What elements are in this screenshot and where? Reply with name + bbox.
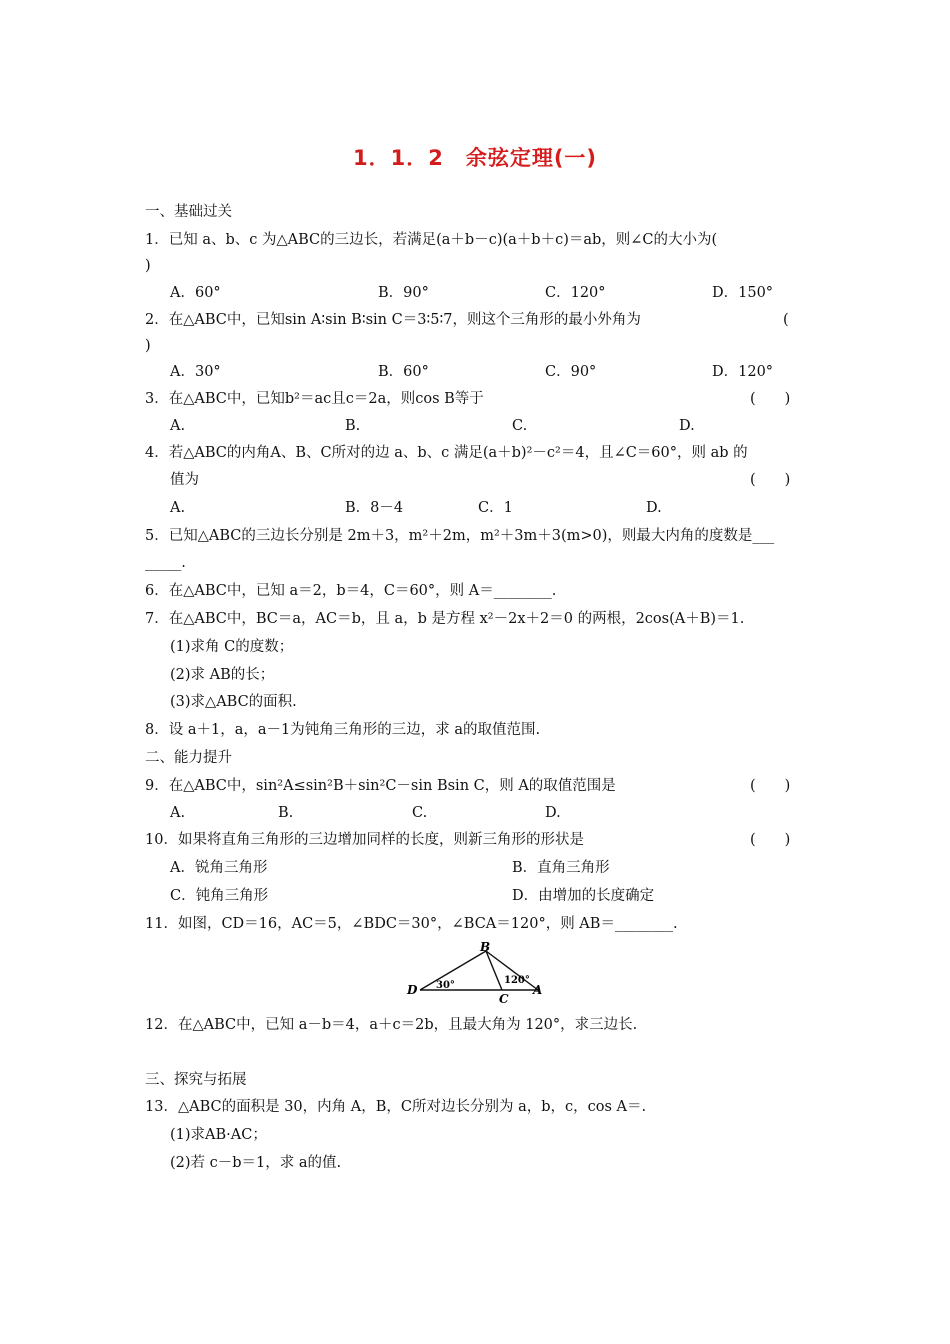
question-8: 8．设 a＋1，a，a－1为钝角三角形的三边，求 a的取值范围. [145,722,541,738]
triangle-figure [400,937,550,1007]
question-13-stem: 13．△ABC的面积是 30，内角 A，B，C所对边长分别为 a，b，c，cos A＝. [145,1099,647,1115]
question-5-cont: _____. [145,555,186,571]
question-13-part-2: (2)若 c－b＝1，求 a的值. [170,1155,342,1171]
question-3-option-a: A. [170,418,186,434]
question-9-stem: 9．在△ABC中，sin²A≤sin²B＋sin²C－sin Bsin C，则 A的取值范围是 [145,778,616,794]
question-2-option-b: B．60° [378,364,429,380]
question-2-option-c: C．90° [545,364,597,380]
question-1-option-c: C．120° [545,285,606,301]
question-10-paren: ( ) [750,832,791,848]
question-1-option-a: A．60° [170,285,221,301]
page-title: 1．1．2 余弦定理(一) [352,146,598,170]
question-13-part-1: (1)求AB·AC； [170,1127,267,1143]
question-4-option-c: C．1 [478,500,513,516]
question-9-option-b: B. [278,805,294,821]
question-3-stem: 3．在△ABC中，已知b²＝ac且c＝2a，则cos B等于 [145,391,484,407]
question-4-option-a: A. [170,500,186,516]
question-4-stem: 4．若△ABC的内角A、B、C所对的边 a、b、c 满足(a＋b)²－c²＝4，且∠C＝60°，则 ab 的 [145,445,748,461]
question-2-option-d: D．120° [712,364,774,380]
question-10-option-b: B．直角三角形 [512,860,610,876]
question-9-option-c: C. [412,805,428,821]
question-7-part-1: (1)求角 C的度数； [170,639,294,655]
question-1-cont: ) [145,258,151,274]
question-3-option-c: C. [512,418,528,434]
question-9-option-d: D. [545,805,561,821]
question-4-paren: ( ) [750,472,791,488]
question-6: 6．在△ABC中，已知 a＝2，b＝4，C＝60°，则 A＝________. [145,583,557,599]
question-5-stem: 5．已知△ABC的三边长分别是 2m＋3，m²＋2m，m²＋3m＋3(m>0)，则最大内角的度数是___ [145,528,775,544]
figure-label-c: C [499,992,509,1006]
figure-label-a: A [533,983,543,997]
question-1-option-d: D．150° [712,285,774,301]
question-2-stem: 2．在△ABC中，已知sin A∶sin B∶sin C＝3∶5∶7，则这个三角形的最小外角为 [145,312,641,328]
question-1-stem: 1．已知 a、b、c 为△ABC的三边长，若满足(a＋b－c)(a＋b＋c)＝ab，则∠C的大小为( [145,232,718,248]
figure-label-b: B [480,940,491,954]
figure-angle-30: 30° [436,980,455,991]
question-7-part-3: (3)求△ABC的面积. [170,694,297,710]
question-11: 11．如图，CD＝16，AC＝5，∠BDC＝30°，∠BCA＝120°，则 AB＝________. [145,916,678,932]
section-heading-ability: 二、能力提升 [145,750,232,766]
question-9-paren: ( ) [750,778,791,794]
question-10-option-a: A．锐角三角形 [170,860,268,876]
question-4-cont: 值为 [170,472,199,488]
question-10-stem: 10．如果将直角三角形的三边增加同样的长度，则新三角形的形状是 [145,832,584,848]
section-heading-basic: 一、基础过关 [145,204,232,220]
question-7-part-2: (2)求 AB的长； [170,667,275,683]
question-1-option-b: B．90° [378,285,429,301]
question-9-option-a: A. [170,805,186,821]
figure-label-d: D [407,983,418,997]
question-7-stem: 7．在△ABC中，BC＝a，AC＝b，且 a，b 是方程 x²－2x＋2＝0 的两根，2cos(A＋B)＝1. [145,611,745,627]
question-10-option-d: D．由增加的长度确定 [512,888,655,904]
question-3-option-d: D. [679,418,695,434]
question-10-option-c: C．钝角三角形 [170,888,269,904]
question-3-paren: ( ) [750,391,791,407]
question-2-paren: ( [783,312,789,328]
question-2-option-a: A．30° [170,364,221,380]
figure-angle-120: 120° [504,975,530,986]
section-heading-explore: 三、探究与拓展 [145,1072,247,1088]
question-4-option-b: B．8－4 [345,500,404,516]
question-12: 12．在△ABC中，已知 a－b＝4，a＋c＝2b，且最大角为 120°，求三边长. [145,1017,638,1033]
question-4-option-d: D. [646,500,662,516]
question-3-option-b: B. [345,418,361,434]
question-2-cont: ) [145,338,151,354]
